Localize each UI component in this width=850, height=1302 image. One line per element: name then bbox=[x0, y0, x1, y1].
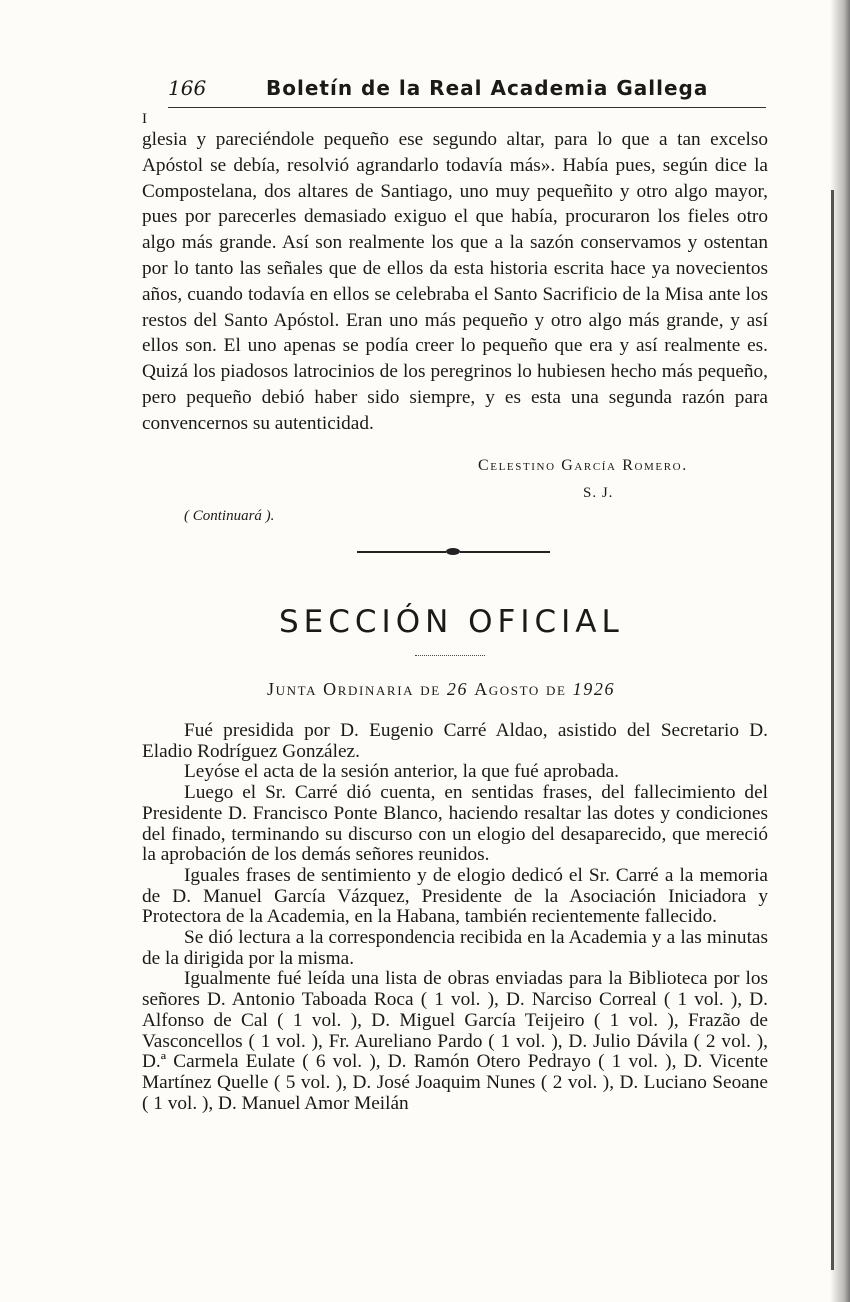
section-subrule bbox=[415, 655, 485, 656]
journal-title: Boletín de la Real Academia Gallega bbox=[266, 76, 709, 100]
section-title: SECCIÓN OFICIAL bbox=[279, 604, 624, 640]
ornament-center-dot bbox=[446, 548, 460, 555]
meeting-prefix: Junta Ordinaria de bbox=[267, 679, 441, 699]
article-paragraph: glesia y pareciéndole pequeño ese segundo altar, para lo que a tan excelso Apóstol se debía, resolvió agrandarlo todavía más». Había pues, según dice la Compostelana, dos altares de Santiago, uno muy pequeñito y otro algo mayor, pues por parecerles demasiado exiguo el que había, procuraron los fieles otro algo más grande. Así son realmente los que a la sazón conservamos y ostentan por lo tanto las señales que de ellos da esta historia escrita hace ya novecientos años, cuando todavía en ellos se celebraba el Santo Sacrificio de la Misa ante los restos del Santo Apóstol. Eran uno más pequeño y otro algo más grande, y así ellos son. El uno apenas se podía creer lo pequeño que era y así realmente es. Quizá los piadosos latrocinios de los peregrinos lo hubiesen hecho más pequeño, pero pequeño debió haber sido siempre, y es esta una segunda razón para convencernos su autenticidad. bbox=[142, 129, 768, 434]
section-paragraph: Se dió lectura a la correspondencia recibida en la Academia y a las minutas de la dirigida por la misma. bbox=[142, 927, 768, 969]
running-header bbox=[168, 76, 766, 110]
article-body bbox=[142, 127, 768, 437]
author-signature: Celestino García Romero. bbox=[478, 457, 688, 474]
meeting-day: 26 bbox=[446, 679, 469, 699]
section-paragraph: Iguales frases de sentimiento y de elogio dedicó el Sr. Carré a la memoria de D. Manuel García Vázquez, Presidente de la Asociación Iniciadora y Protectora de la Academia, en la Habana, también recientemente fallecido. bbox=[142, 864, 768, 928]
meeting-year: 1926 bbox=[572, 679, 616, 699]
section-body bbox=[142, 721, 768, 1114]
section-paragraph: Fué presidida por D. Eugenio Carré Aldao, asistido del Secretario D. Eladio Rodríguez González. bbox=[142, 720, 768, 762]
section-divider-ornament bbox=[357, 547, 550, 557]
page-number: 166 bbox=[168, 76, 207, 100]
header-rule bbox=[168, 107, 766, 108]
section-paragraph: Igualmente fué leída una lista de obras enviadas para la Biblioteca por los señores D. Antonio Taboada Roca ( 1 vol. ), D. Narciso Correal ( 1 vol. ), D. Alfonso de Cal ( 1 vol. ), D. Miguel García Teijeiro ( 1 vol. ), Frazão de Vasconcellos ( 1 vol. ), Fr. Aureliano Pardo ( 1 vol. ), D. Julio Dávila ( 2 vol. ), D.ª Carmela Eulate ( 6 vol. ), D. Ramón Otero Pedrayo ( 1 vol. ), D. Vicente Martínez Quelle ( 5 vol. ), D. José Joaquim Nunes ( 2 vol. ), D. Luciano Seoane ( 1 vol. ), D. Manuel Amor Meilán bbox=[142, 968, 768, 1114]
continuation-note: ( Continuará ). bbox=[184, 508, 275, 524]
section-paragraph: Luego el Sr. Carré dió cuenta, en sentidas frases, del fallecimiento del Presidente D. Francisco Ponte Blanco, haciendo resaltar las dotes y condiciones del finado, terminando su discurso con un elogio del desaparecido, que mereció la aprobación de los demás señores reunidos. bbox=[142, 782, 768, 866]
meeting-heading bbox=[267, 679, 615, 700]
ornament-left-line bbox=[357, 551, 446, 553]
drop-letter: I bbox=[142, 111, 147, 127]
meeting-month: Agosto de bbox=[474, 679, 567, 699]
author-suffix: S. J. bbox=[583, 485, 614, 501]
ornament-right-line bbox=[460, 551, 550, 553]
section-paragraph: Leyóse el acta de la sesión anterior, la que fué aprobada. bbox=[184, 761, 619, 783]
page-edge-shadow bbox=[830, 0, 850, 1302]
